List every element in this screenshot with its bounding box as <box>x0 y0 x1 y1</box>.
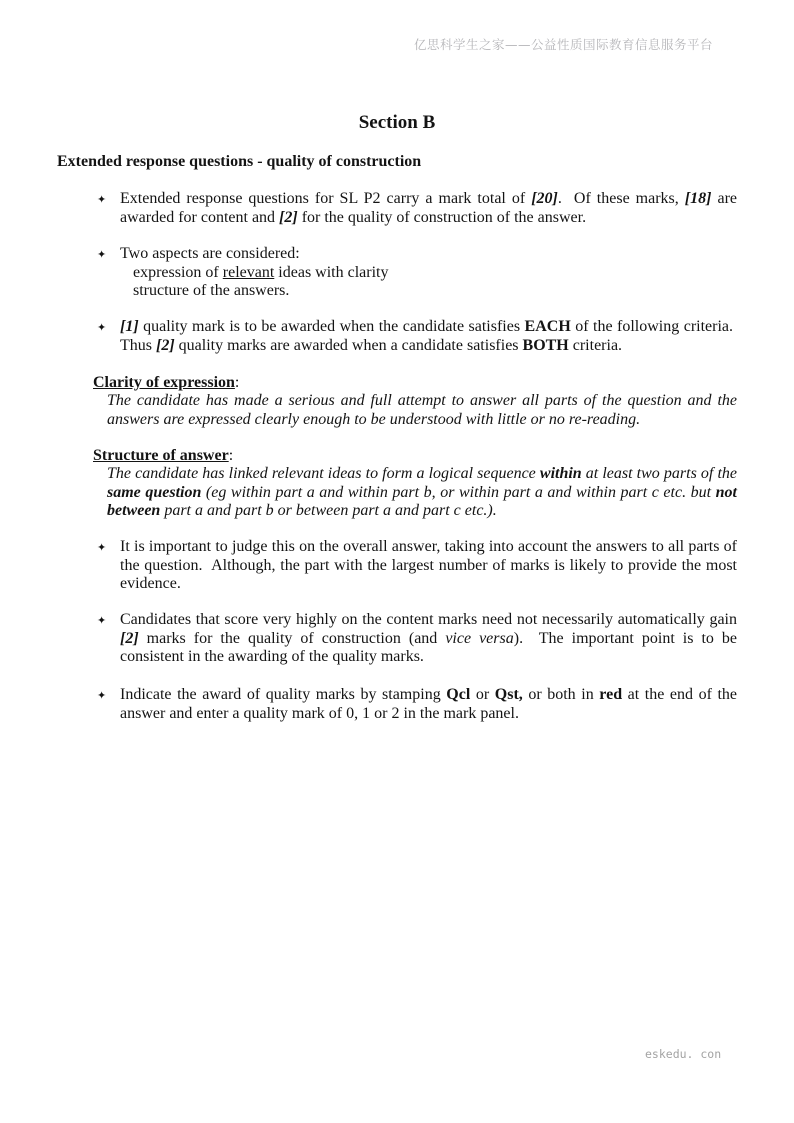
subsection-heading-clarity <box>93 374 239 393</box>
subsection-heading-text: Clarity of expression <box>93 374 235 391</box>
text-run: for the quality of construction of the answer. <box>297 208 587 226</box>
text-run: EACH <box>524 318 571 335</box>
subsection-heading-structure <box>93 447 233 466</box>
text-run: [2] <box>120 629 139 647</box>
text-run: [1] <box>120 318 139 335</box>
text-run: within <box>539 465 582 482</box>
text-run: [2] <box>156 336 175 354</box>
bullet-item-4 <box>57 538 737 594</box>
text-run: quality mark is to be awarded when the candidate satisfies <box>138 318 525 335</box>
bullet-subline <box>133 264 737 283</box>
diamond-bullet-icon: ✦ <box>97 321 107 334</box>
bullet-item-2 <box>57 245 737 301</box>
text-run: structure of the answers. <box>133 282 290 300</box>
text-run: ideas with clarity <box>274 263 389 281</box>
text-run: vice versa <box>445 629 514 647</box>
text-run: It is important to judge this on the overall answer, taking into account the answers to all parts of the question. Although, the part with the largest number of marks is likely to provide the most evidence. <box>120 538 737 593</box>
text-run: expression of <box>133 263 223 281</box>
text-run: [18] <box>684 190 712 207</box>
subsection-body-structure <box>107 465 737 521</box>
text-run: or both in <box>522 686 600 703</box>
text-run: Qcl <box>446 686 471 703</box>
text-run: [2] <box>279 208 298 226</box>
text-run: Qst, <box>494 686 523 703</box>
bullet-subline <box>133 282 737 301</box>
diamond-bullet-icon: ✦ <box>97 541 107 554</box>
bullet-item-3 <box>57 318 737 355</box>
subsection-heading-colon: : <box>234 374 240 391</box>
text-run: of the following criteria. Thus <box>120 318 738 354</box>
subsection-heading-colon: : <box>228 447 234 464</box>
text-run: (eg within part a and within part b, or within part a and within part c etc. but <box>201 483 716 501</box>
bullet-text <box>120 318 737 355</box>
text-run: criteria. <box>568 336 623 354</box>
subsection-heading-text: Structure of answer <box>93 447 229 464</box>
diamond-bullet-icon: ✦ <box>97 689 107 702</box>
text-run: not between <box>107 483 737 520</box>
diamond-bullet-icon: ✦ <box>97 614 107 627</box>
text-run: red <box>599 686 623 703</box>
bullet-item-1 <box>57 190 737 227</box>
bullet-item-6 <box>57 686 737 723</box>
text-run: are awarded for content and <box>120 190 737 226</box>
text-run: Extended response questions for SL P2 carry a mark total of <box>120 190 532 207</box>
text-run: relevant <box>222 263 275 281</box>
text-run: Indicate the award of quality marks by stamping <box>120 686 447 703</box>
text-run: quality marks are awarded when a candidate satisfies <box>174 336 523 354</box>
diamond-bullet-icon: ✦ <box>97 193 107 206</box>
text-run: or <box>470 686 495 703</box>
bullet-text <box>120 611 737 667</box>
text-run: BOTH <box>522 336 569 354</box>
text-run: same question <box>107 483 202 501</box>
doc-heading: Extended response questions - quality of construction <box>57 153 422 170</box>
text-run: Candidates that score very highly on the content marks need not necessarily automatically gain <box>120 611 737 628</box>
bullet-text <box>120 686 737 723</box>
page-title: Section B <box>358 112 436 133</box>
text-run: part a and part b or between part a and part c etc.). <box>160 502 497 520</box>
bullet-text <box>120 538 737 594</box>
text-run: ). The important point is to be consistent in the awarding of the quality marks. <box>120 629 738 666</box>
text-run: . Of these marks, <box>557 190 685 207</box>
subsection-body-clarity <box>107 392 737 429</box>
text-run: [20] <box>531 190 558 207</box>
text-run: Two aspects are considered: <box>120 245 300 262</box>
bullet-text <box>120 190 737 227</box>
watermark-header: 亿思科学生之家——公益性质国际教育信息服务平台 <box>413 37 713 52</box>
watermark-footer: eskedu. con <box>645 1047 722 1061</box>
text-run: The candidate has linked relevant ideas to form a logical sequence <box>107 465 540 482</box>
bullet-text <box>120 245 737 301</box>
diamond-bullet-icon: ✦ <box>97 248 107 261</box>
bullet-line <box>120 245 737 264</box>
text-run: at least two parts of the <box>581 465 737 482</box>
text-run: The candidate has made a serious and full attempt to answer all parts of the question and the answers are expressed clearly enough to be understood with little or no re-reading. <box>107 392 737 428</box>
text-run: marks for the quality of construction (and <box>138 629 446 647</box>
text-run: at the end of the answer and enter a quality mark of 0, 1 or 2 in the mark panel. <box>120 686 738 722</box>
bullet-item-5 <box>57 611 737 667</box>
